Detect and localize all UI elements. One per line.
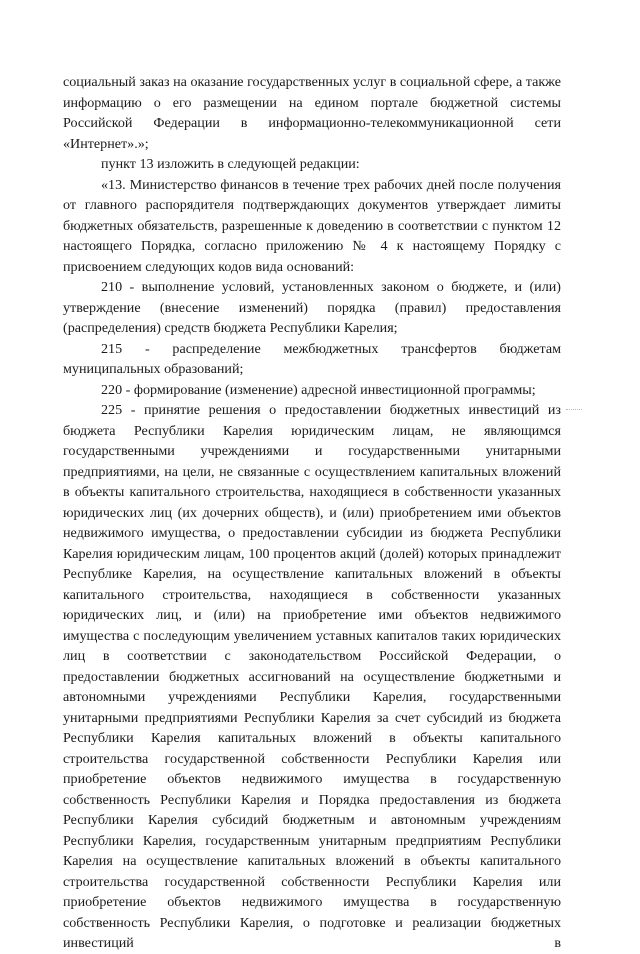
paragraph-item-13: «13. Министерство финансов в течение трех рабочих дней после получения от главного распорядителя подтверждающих документов утверждает лимиты бюджетных обязательств, разрешенные к доведению в соответствии с пунктом 12 настоящего Порядка, согласно приложению № 4 к настоящему Порядку с присвоением следующих кодов вида оснований: (63, 176, 561, 275)
paragraph-code-220: 220 - формирование (изменение) адресной инвестиционной программы; (101, 381, 536, 398)
document-body (63, 72, 561, 954)
scan-artifact-mark (566, 409, 582, 410)
paragraph-code-215: 215 - распределение межбюджетных трансфертов бюджетам муниципальных образований; (63, 340, 561, 377)
paragraph-amendment-intro: пункт 13 изложить в следующей редакции: (101, 156, 360, 172)
paragraph-continuation: социальный заказ на оказание государственных услуг в социальной сфере, а также информацию о его размещении на едином портале бюджетной системы Российской Федерации в информационно-телекоммуникационной сети «Интернет».»; (63, 74, 561, 152)
paragraph-code-225: 225 - принятие решения о предоставлении бюджетных инвестиций из бюджета Республики Карелия юридическим лицам, не являющимся государственными учреждениями и государственными унитарными предприятиями, на цели, не связанные с осуществлением капитальных вложений в объекты капитального строительства, находящиеся в собственности указанных юридических лиц (их дочерних обществ), и (или) приобретением ими объектов недвижимого имущества, о предоставлении субсидии из бюджета Республики Карелия юридическим лицам, 100 процентов акций (долей) которых принадлежит Республике Карелия, на осуществление капитальных вложений в объекты капитального строительства, находящиеся в собственности указанных юридических лиц, и (или) на приобретение ими объектов недвижимого имущества с последующим увеличением уставных капиталов таких юридических лиц в соответствии с законодательством Российской Федерации, о предоставлении бюджетных ассигнований на осуществление бюджетными и автономными учреждениями Республики Карелия, государственными унитарными предприятиями Республики Карелия за счет субсидий из бюджета Республики Карелия капитальных вложений в объекты капитального строительства государственной собственности Республики Карелия или приобретение объектов недвижимого имущества в государственную собственность Республики Карелия и Порядка предоставления из бюджета Республики Карелия субсидий бюджетным и автономным учреждениям Республики Карелия, государственным унитарным предприятиям Республики Карелия на осуществление капитальных вложений в объекты капитального строительства государственной собственности Республики Карелия или приобретение объектов недвижимого имущества в государственную собственность Республики Карелия, о подготовке и реализации бюджетных инвестиций в (63, 402, 561, 951)
paragraph-code-210: 210 - выполнение условий, установленных законом о бюджете, и (или) утверждение (внесение изменений) порядка (правил) предоставления (распределения) средств бюджета Республики Карелия; (63, 279, 561, 336)
